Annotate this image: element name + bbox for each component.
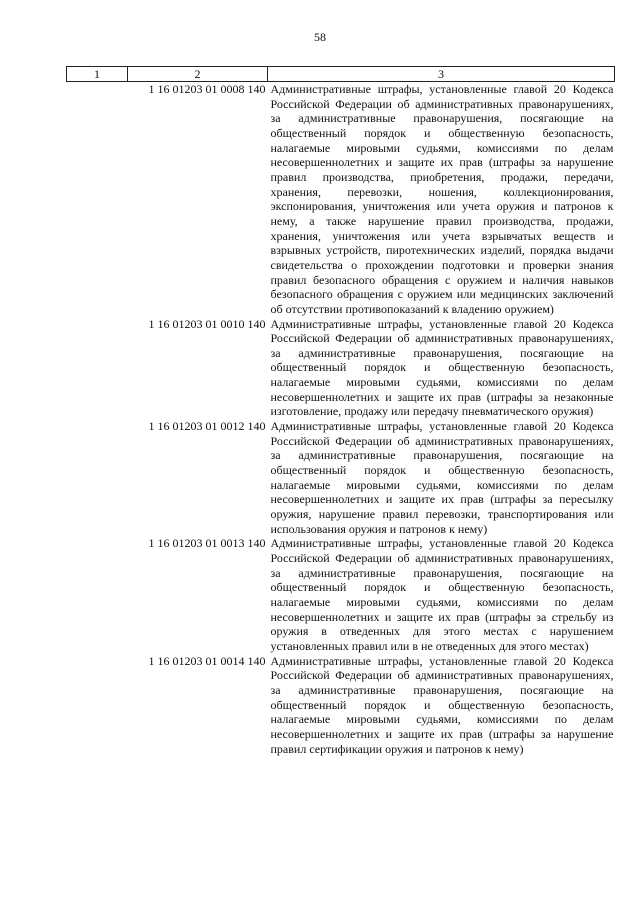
page-number: 58 <box>314 30 326 44</box>
empty-cell <box>67 536 128 653</box>
budget-code: 1 16 01203 01 0012 140 <box>148 419 266 434</box>
fee-description: Административные штрафы, установленные главой 20 Кодекса Российской Федерации об административных правонарушениях, за административные правонарушения, посягающие на общественный порядок и общественную безопасность, налагаемые мировыми судьями, комиссиями по делам несовершеннолетних и защите их прав (штрафы за нарушение правил сертификации оружия и патронов к нему) <box>270 653 614 756</box>
table-row <box>67 536 615 653</box>
fee-description: Административные штрафы, установленные главой 20 Кодекса Российской Федерации об административных правонарушениях, за административные правонарушения, посягающие на общественный порядок и общественную безопасность, налагаемые мировыми судьями, комиссиями по делам несовершеннолетних и защите их прав (штрафы за пересылку оружия, нарушение правил перевозки, транспортирования или использования оружия и патронов к нему) <box>270 419 614 536</box>
table-row <box>67 82 615 317</box>
budget-code: 1 16 01203 01 0010 140 <box>148 316 266 331</box>
budget-code: 1 16 01203 01 0013 140 <box>148 536 266 551</box>
empty-cell <box>67 419 128 536</box>
budget-code: 1 16 01203 01 0014 140 <box>148 653 266 668</box>
budget-code: 1 16 01203 01 0008 140 <box>148 82 266 96</box>
column-header-2: 2 <box>128 67 268 82</box>
empty-cell <box>67 82 128 317</box>
header-row <box>67 67 615 82</box>
column-header-3: 3 <box>268 67 615 82</box>
fee-description: Административные штрафы, установленные главой 20 Кодекса Российской Федерации об административных правонарушениях, за административные правонарушения, посягающие на общественный порядок и общественную безопасность, налагаемые мировыми судьями, комиссиями по делам несовершеннолетних и защите их прав (штрафы за стрельбу из оружия в отведенных для этого местах с нарушением установленных правил или в не отведенных для этого местах) <box>270 536 614 653</box>
fees-table <box>66 66 615 756</box>
table-row <box>67 419 615 536</box>
fee-description: Административные штрафы, установленные главой 20 Кодекса Российской Федерации об административных правонарушениях, за административные правонарушения, посягающие на общественный порядок и общественную безопасность, налагаемые мировыми судьями, комиссиями по делам несовершеннолетних и защите их прав (штрафы за незаконные изготовление, продажу или передачу пневматического оружия) <box>270 316 614 419</box>
column-header-1: 1 <box>67 67 128 82</box>
empty-cell <box>67 317 128 420</box>
fee-description: Административные штрафы, установленные главой 20 Кодекса Российской Федерации об административных правонарушениях, за административные правонарушения, посягающие на общественный порядок и общественную безопасность, налагаемые мировыми судьями, комиссиями по делам несовершеннолетних и защите их прав (штрафы за нарушение правил производства, приобретения, продажи, передачи, хранения, перевозки, ношения, коллекционирования, экспонирования, уничтожения или учета оружия и патронов к нему, а также нарушение правил производства, продажи, хранения, уничтожения или учета взрывчатых веществ и взрывных устройств, пиротехнических изделий, порядка выдачи свидетельства о прохождении подготовки и проверки знания правил безопасного обращения с оружием и наличия навыков безопасного обращения с оружием или медицинских заключений об отсутствии противопоказаний к владению оружием) <box>270 82 614 316</box>
table-body <box>67 82 615 757</box>
table-row <box>67 654 615 757</box>
table-header <box>67 67 615 82</box>
table-row <box>67 317 615 420</box>
empty-cell <box>67 654 128 757</box>
